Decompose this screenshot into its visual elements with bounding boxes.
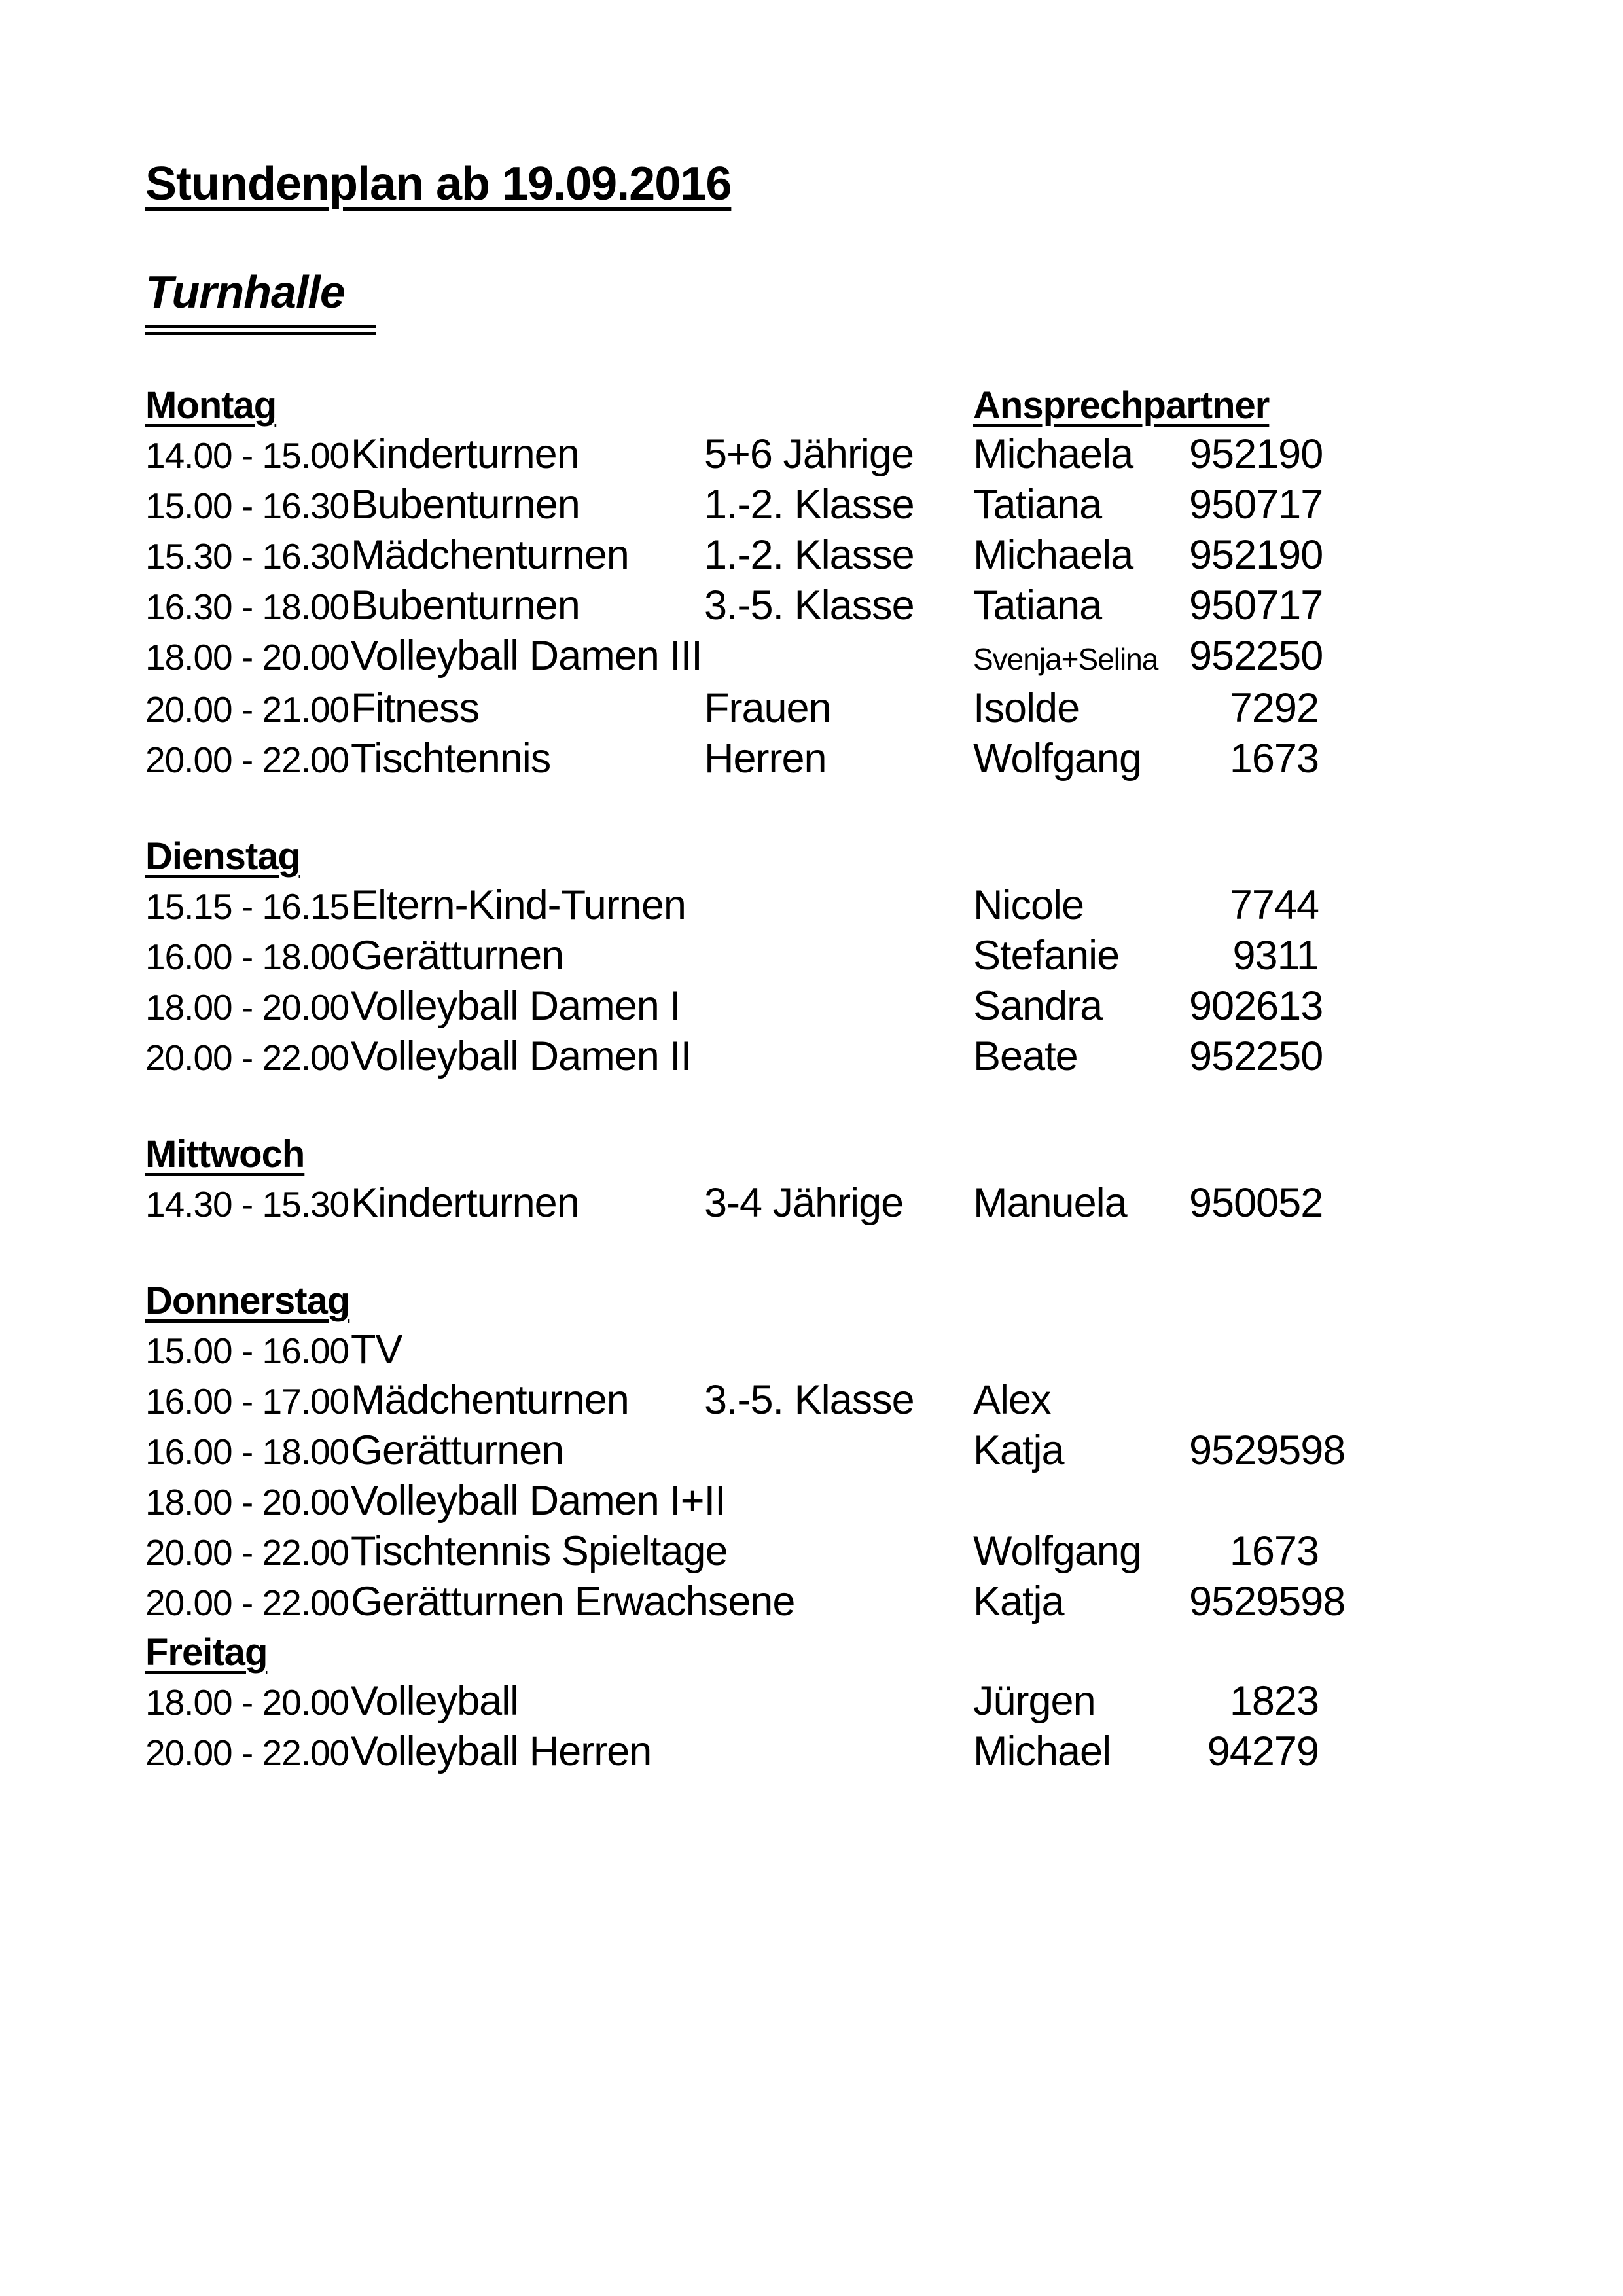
row-time: 18.00 - 20.00 <box>145 637 349 677</box>
row-activity: Volleyball Herren <box>351 1729 652 1774</box>
schedule-row <box>145 881 1623 931</box>
row-activity: Gerätturnen <box>351 1427 564 1473</box>
row-contact: Michaela <box>973 532 1133 578</box>
page-subtitle-wrap <box>145 264 1623 335</box>
row-contact: Nicole <box>973 882 1084 928</box>
schedule-row <box>145 1477 1623 1527</box>
row-activity: Tischtennis <box>351 736 551 781</box>
row-phone: 952250 <box>1189 1033 1323 1079</box>
row-time: 20.00 - 22.00 <box>145 740 349 780</box>
day-header-row <box>145 1628 1623 1677</box>
row-contact: Tatiana <box>973 583 1102 628</box>
page-title: Stundenplan ab 19.09.2016 <box>145 158 732 210</box>
day-section <box>145 1628 1623 1778</box>
schedule-row <box>145 1179 1623 1229</box>
row-time: 15.00 - 16.00 <box>145 1331 349 1371</box>
row-contact: Stefanie <box>973 933 1120 978</box>
row-contact: Wolfgang <box>973 1528 1142 1574</box>
row-activity: Volleyball Damen III <box>351 633 702 679</box>
row-phone: 950052 <box>1189 1180 1323 1226</box>
row-activity: Kinderturnen <box>351 431 579 477</box>
schedule-row <box>145 982 1623 1032</box>
day-header-row <box>145 832 1623 881</box>
row-phone: 94279 <box>1207 1729 1319 1774</box>
day-section <box>145 1130 1623 1229</box>
row-time: 16.00 - 17.00 <box>145 1381 349 1422</box>
row-time: 18.00 - 20.00 <box>145 987 349 1028</box>
schedule-row <box>145 430 1623 480</box>
day-rows <box>145 881 1623 1083</box>
row-contact: Tatiana <box>973 482 1102 528</box>
row-activity: Tischtennis Spieltage <box>351 1528 728 1574</box>
row-group: 1.-2. Klasse <box>704 482 914 528</box>
row-time: 14.00 - 15.00 <box>145 435 349 476</box>
day-heading: Mittwoch <box>145 1133 305 1175</box>
row-group: 3.-5. Klasse <box>704 1377 914 1423</box>
row-phone: 952250 <box>1189 633 1323 679</box>
schedule-row <box>145 1527 1623 1577</box>
row-activity: Volleyball Damen I+II <box>351 1478 726 1524</box>
row-activity: Mädchenturnen <box>351 532 629 578</box>
row-time: 14.30 - 15.30 <box>145 1184 349 1225</box>
schedule-row <box>145 1325 1623 1376</box>
row-activity: Volleyball Damen I <box>351 983 681 1029</box>
row-contact: Michaela <box>973 431 1133 477</box>
row-activity: TV <box>351 1327 402 1372</box>
row-activity: Gerätturnen Erwachsene <box>351 1579 795 1624</box>
row-contact: Michael <box>973 1729 1111 1774</box>
schedule-row <box>145 1577 1623 1628</box>
row-activity: Eltern-Kind-Turnen <box>351 882 686 928</box>
row-activity: Mädchenturnen <box>351 1377 629 1423</box>
row-contact: Manuela <box>973 1180 1127 1226</box>
day-section <box>145 1276 1623 1628</box>
row-activity: Kinderturnen <box>351 1180 579 1226</box>
row-activity: Fitness <box>351 685 480 731</box>
day-header-row <box>145 1276 1623 1325</box>
schedule-row <box>145 480 1623 531</box>
row-phone: 902613 <box>1189 983 1323 1029</box>
row-time: 20.00 - 22.00 <box>145 1532 349 1573</box>
row-time: 15.15 - 16.15 <box>145 886 349 927</box>
day-rows <box>145 430 1623 785</box>
schedule-row <box>145 1376 1623 1426</box>
row-phone: 1823 <box>1229 1678 1319 1724</box>
row-phone: 9529598 <box>1189 1427 1346 1473</box>
day-heading: Dienstag <box>145 835 300 878</box>
row-time: 16.00 - 18.00 <box>145 937 349 977</box>
row-phone: 952190 <box>1189 532 1323 578</box>
row-phone: 1673 <box>1229 1528 1319 1574</box>
row-contact: Beate <box>973 1033 1078 1079</box>
row-activity: Bubenturnen <box>351 583 580 628</box>
row-time: 18.00 - 20.00 <box>145 1482 349 1522</box>
schedule-row <box>145 1727 1623 1778</box>
row-time: 15.00 - 16.30 <box>145 486 349 526</box>
row-contact: Katja <box>973 1579 1064 1624</box>
day-heading: Freitag <box>145 1631 268 1674</box>
row-phone: 1673 <box>1229 736 1319 781</box>
day-heading: Montag <box>145 384 277 427</box>
row-phone: 9311 <box>1232 933 1319 978</box>
day-section <box>145 832 1623 1083</box>
day-rows <box>145 1325 1623 1628</box>
row-group: 3.-5. Klasse <box>704 583 914 628</box>
row-contact: Wolfgang <box>973 736 1142 781</box>
day-heading: Donnerstag <box>145 1280 350 1322</box>
day-rows <box>145 1677 1623 1778</box>
row-phone: 7292 <box>1229 685 1319 731</box>
row-contact: Katja <box>973 1427 1064 1473</box>
day-header-row <box>145 1130 1623 1179</box>
schedule-row <box>145 531 1623 581</box>
schedule-row <box>145 1032 1623 1083</box>
row-time: 20.00 - 22.00 <box>145 1732 349 1773</box>
row-contact: Isolde <box>973 685 1080 731</box>
row-group: Frauen <box>704 685 831 731</box>
row-contact: Jürgen <box>973 1678 1096 1724</box>
row-phone: 952190 <box>1189 431 1323 477</box>
schedule-row <box>145 931 1623 982</box>
row-time: 16.00 - 18.00 <box>145 1431 349 1472</box>
row-group: Herren <box>704 736 827 781</box>
row-activity: Volleyball Damen II <box>351 1033 692 1079</box>
page-subtitle: Turnhalle <box>145 264 376 335</box>
row-contact: Svenja+Selina <box>973 642 1158 676</box>
row-group: 1.-2. Klasse <box>704 532 914 578</box>
schedule-sections <box>145 381 1623 1778</box>
schedule-row <box>145 1677 1623 1727</box>
schedule-row <box>145 684 1623 734</box>
schedule-row <box>145 632 1623 684</box>
row-group: 5+6 Jährige <box>704 431 914 477</box>
row-time: 15.30 - 16.30 <box>145 536 349 577</box>
row-activity: Bubenturnen <box>351 482 580 528</box>
row-activity: Gerätturnen <box>351 933 564 978</box>
row-group: 3-4 Jährige <box>704 1180 904 1226</box>
row-time: 20.00 - 21.00 <box>145 689 349 730</box>
row-phone: 9529598 <box>1189 1579 1346 1624</box>
row-activity: Volleyball <box>351 1678 519 1724</box>
schedule-row <box>145 734 1623 785</box>
row-contact: Sandra <box>973 983 1103 1029</box>
schedule-row <box>145 581 1623 632</box>
day-header-row <box>145 381 1623 430</box>
row-phone: 950717 <box>1189 482 1323 528</box>
row-time: 20.00 - 22.00 <box>145 1583 349 1623</box>
row-time: 18.00 - 20.00 <box>145 1682 349 1723</box>
schedule-row <box>145 1426 1623 1477</box>
row-time: 16.30 - 18.00 <box>145 586 349 627</box>
row-time: 20.00 - 22.00 <box>145 1037 349 1078</box>
row-contact: Alex <box>973 1377 1051 1423</box>
contact-column-header: Ansprechpartner <box>973 384 1270 427</box>
row-phone: 7744 <box>1229 882 1319 928</box>
day-section <box>145 381 1623 785</box>
day-rows <box>145 1179 1623 1229</box>
row-phone: 950717 <box>1189 583 1323 628</box>
